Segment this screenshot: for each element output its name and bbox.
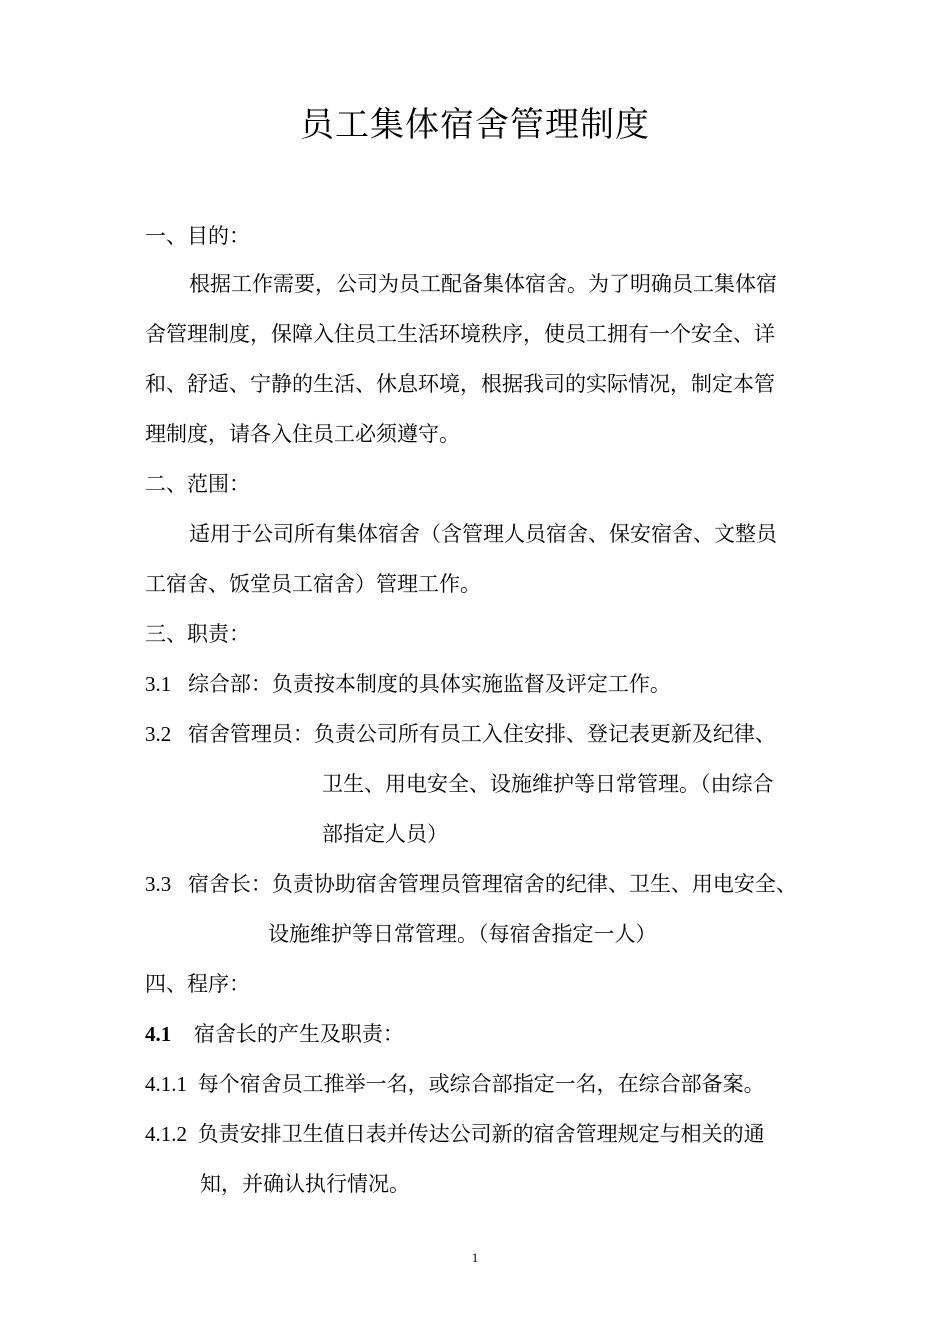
clause-number: 3.2 [145,722,172,746]
section-2-heading: 二、范围： [145,472,250,496]
clause-4-1-2-continuation-1: 知，并确认执行情况。 [200,1172,410,1196]
clause-text: 综合部：负责按本制度的具体实施监督及评定工作。 [187,672,671,696]
clause-text: 每个宿舍员工推举一名，或综合部指定一名，在综合部备案。 [197,1072,765,1096]
clause-3-2 [145,719,776,749]
section-1-heading: 一、目的： [145,224,250,248]
section-1-line-4: 理制度，请各入住员工必须遵守。 [145,422,460,446]
clause-number: 4.1.1 [145,1072,187,1096]
section-2-line-1: 适用于公司所有集体宿舍（含管理人员宿舍、保安宿舍、文整员 [189,522,777,546]
clause-number: 4.1.2 [145,1122,187,1146]
clause-3-3 [145,869,797,899]
clause-4-1-1 [145,1069,765,1099]
clause-text: 宿舍管理员：负责公司所有员工入住安排、登记表更新及纪律、 [187,722,776,746]
clause-text: 宿舍长：负责协助宿舍管理员管理宿舍的纪律、卫生、用电安全、 [187,872,797,896]
section-4-heading: 四、程序： [145,972,250,996]
page-number: 1 [471,1250,479,1265]
clause-text: 负责安排卫生值日表并传达公司新的宿舍管理规定与相关的通 [197,1122,765,1146]
section-1-line-1: 根据工作需要，公司为员工配备集体宿舍。为了明确员工集体宿 [189,272,777,296]
clause-3-3-continuation-1: 设施维护等日常管理。（每宿舍指定一人） [268,922,657,946]
clause-4-1-2 [145,1119,765,1149]
clause-3-2-continuation-1: 卫生、用电安全、设施维护等日常管理。（由综合 [322,772,774,796]
clause-4-1 [145,1019,404,1049]
section-1-line-3: 和、舒适、宁静的生活、休息环境，根据我司的实际情况，制定本管 [145,372,775,396]
clause-3-2-continuation-2: 部指定人员） [322,822,448,846]
section-2-line-2: 工宿舍、饭堂员工宿舍）管理工作。 [145,572,481,596]
document-title: 员工集体宿舍管理制度 [300,105,650,145]
section-1-line-2: 舍管理制度，保障入住员工生活环境秩序，使员工拥有一个安全、详 [145,322,775,346]
clause-number: 3.1 [145,672,172,696]
section-3-heading: 三、职责： [145,622,250,646]
clause-3-1 [145,669,671,699]
clause-text: 宿舍长的产生及职责： [193,1022,404,1046]
clause-number: 3.3 [145,872,172,896]
clause-number: 4.1 [145,1022,172,1046]
